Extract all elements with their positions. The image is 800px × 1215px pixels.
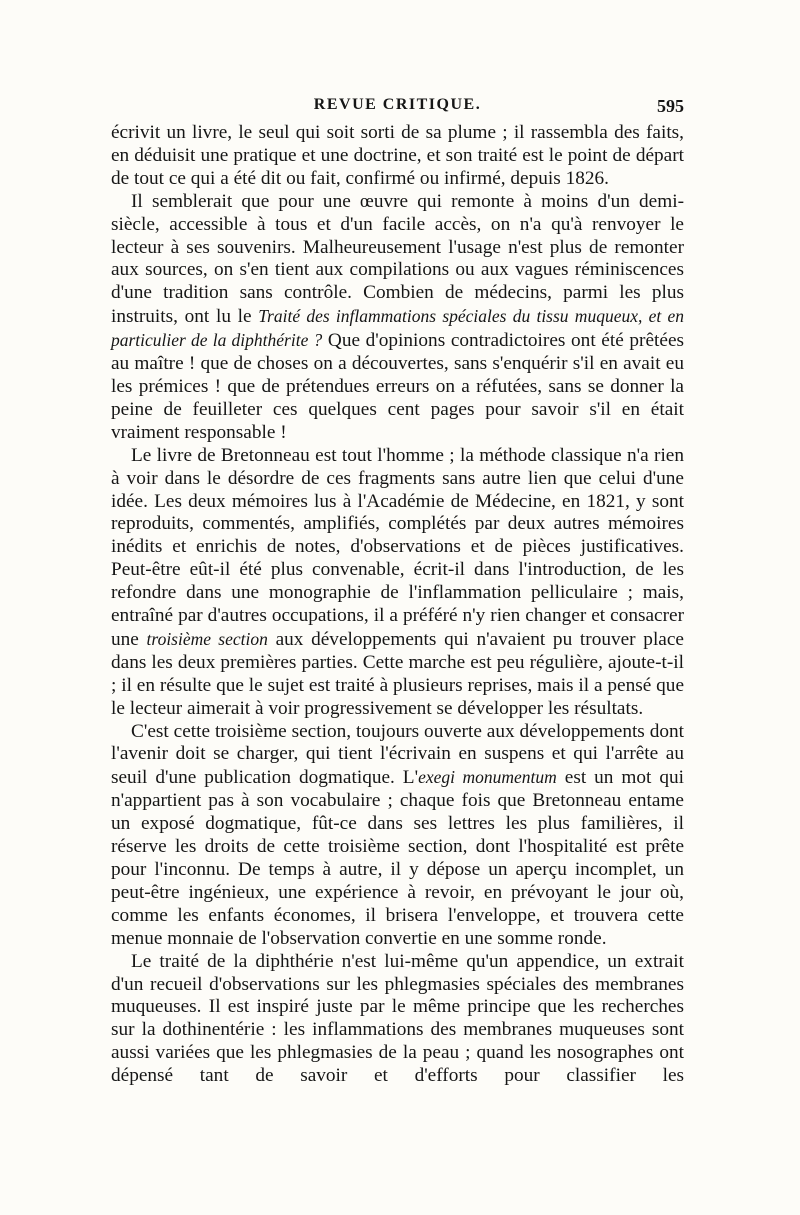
page-number: 595 <box>657 96 684 116</box>
paragraph-partial <box>111 951 684 1088</box>
paragraph-text: écrivit un livre, le seul qui soit sorti de sa plume ; il rassembla des faits, en déduisit une pratique et une doctrine, et son traité est le point de départ de tout ce qui a été dit ou fait, confirmé ou infirmé, depuis 1826. <box>111 122 684 189</box>
paragraph <box>111 721 684 951</box>
italic-phrase: exegi monumentum <box>418 767 557 788</box>
paragraph-text: C'est cette troisième section, toujours ouverte aux développements dont l'avenir doit se charger, qui tient l'écrivain en suspens et qui l'arrête au seuil d'une publication dogmatique. L' <box>111 720 684 789</box>
paragraph <box>111 191 684 445</box>
italic-title: Traité des inflammations spéciales du tissu muqueux, et en particulier de la diphthérite ? <box>111 306 684 351</box>
paragraph-text: Que d'opinions contradictoires ont été prêtées au maître ! que de choses on a découvertes, sans s'enquérir s'il en avait eu les prémices ! que de prétendues erreurs on a réfutées, sans se donner la peine de feuilleter ces quelques cent pages pour savoir s'il en était vraiment responsable ! <box>111 330 685 443</box>
italic-phrase: troisième section <box>146 628 268 649</box>
paragraph-text: Le livre de Bretonneau est tout l'homme ; la méthode classique n'a rien à voir dans le désordre de ces fragments sans autre lien que celui d'une idée. Les deux mémoires lus à l'Académie de Médecine, en 1821, y sont reproduits, commentés, amplifiés, complétés par deux autres mémoires inédits et enrichis de notes, d'observations et de pièces justificatives. Peut-être eût-il été plus convenable, écrit-il dans l'introduction, de les refondre dans une monographie de l'inflammation pelliculaire ; mais, entraîné par d'autres occupations, il a préféré n'y rien changer et consacrer une <box>111 444 684 650</box>
paragraph-text: Il semblerait que pour une œuvre qui remonte à moins d'un demi-siècle, accessible à tous et d'un facile accès, on n'a qu'à renvoyer le lecteur à ses souvenirs. Malheureusement l'usage n'est plus de remonter aux sources, on s'en tient aux compilations ou aux vagues réminiscences d'une tradition sans contrôle. Combien de médecins, parmi les plus instruits, ont lu le <box>111 190 684 328</box>
paragraph <box>111 445 684 721</box>
paragraph-continuation <box>111 122 684 191</box>
paragraph-text: est un mot qui n'appartient pas à son vocabulaire ; chaque fois que Bretonneau entame un exposé dogmatique, fût-ce dans ses lettres les plus familières, il réserve les droits de cette troisième section, dont l'hospitalité est prête pour l'inconnu. De temps à autre, il y dépose un aperçu incomplet, un peut-être ingénieux, une expérience à revoir, en prévoyant le jour où, comme les enfants économes, il brisera l'enveloppe, et trouvera cette menue monnaie de l'observation convertie en une somme ronde. <box>111 767 684 949</box>
body-text <box>111 122 684 1088</box>
running-head: REVUE CRITIQUE. <box>313 96 482 113</box>
paragraph-text: Le traité de la diphthérie n'est lui-même qu'un appendice, un extrait d'un recueil d'observations sur les phlegmasies spéciales des membranes muqueuses. Il est inspiré juste par le même principe que les recherches sur la dothinentérie : les inflammations des membranes muqueuses sont aussi variées que les phlegmasies de la peau ; quand les nosographes ont dépensé tant de savoir et d'efforts pour classifier les <box>111 950 684 1087</box>
page-header <box>111 96 684 120</box>
paragraph-text: aux développements qui n'avaient pu trouver place dans les deux premières parties. Cette marche est peu régulière, ajoute-t-il ; il en résulte que le sujet est traité à plusieurs reprises, mais il a pensé que le lecteur aimerait à voir progressivement se développer les résultats. <box>111 628 684 719</box>
